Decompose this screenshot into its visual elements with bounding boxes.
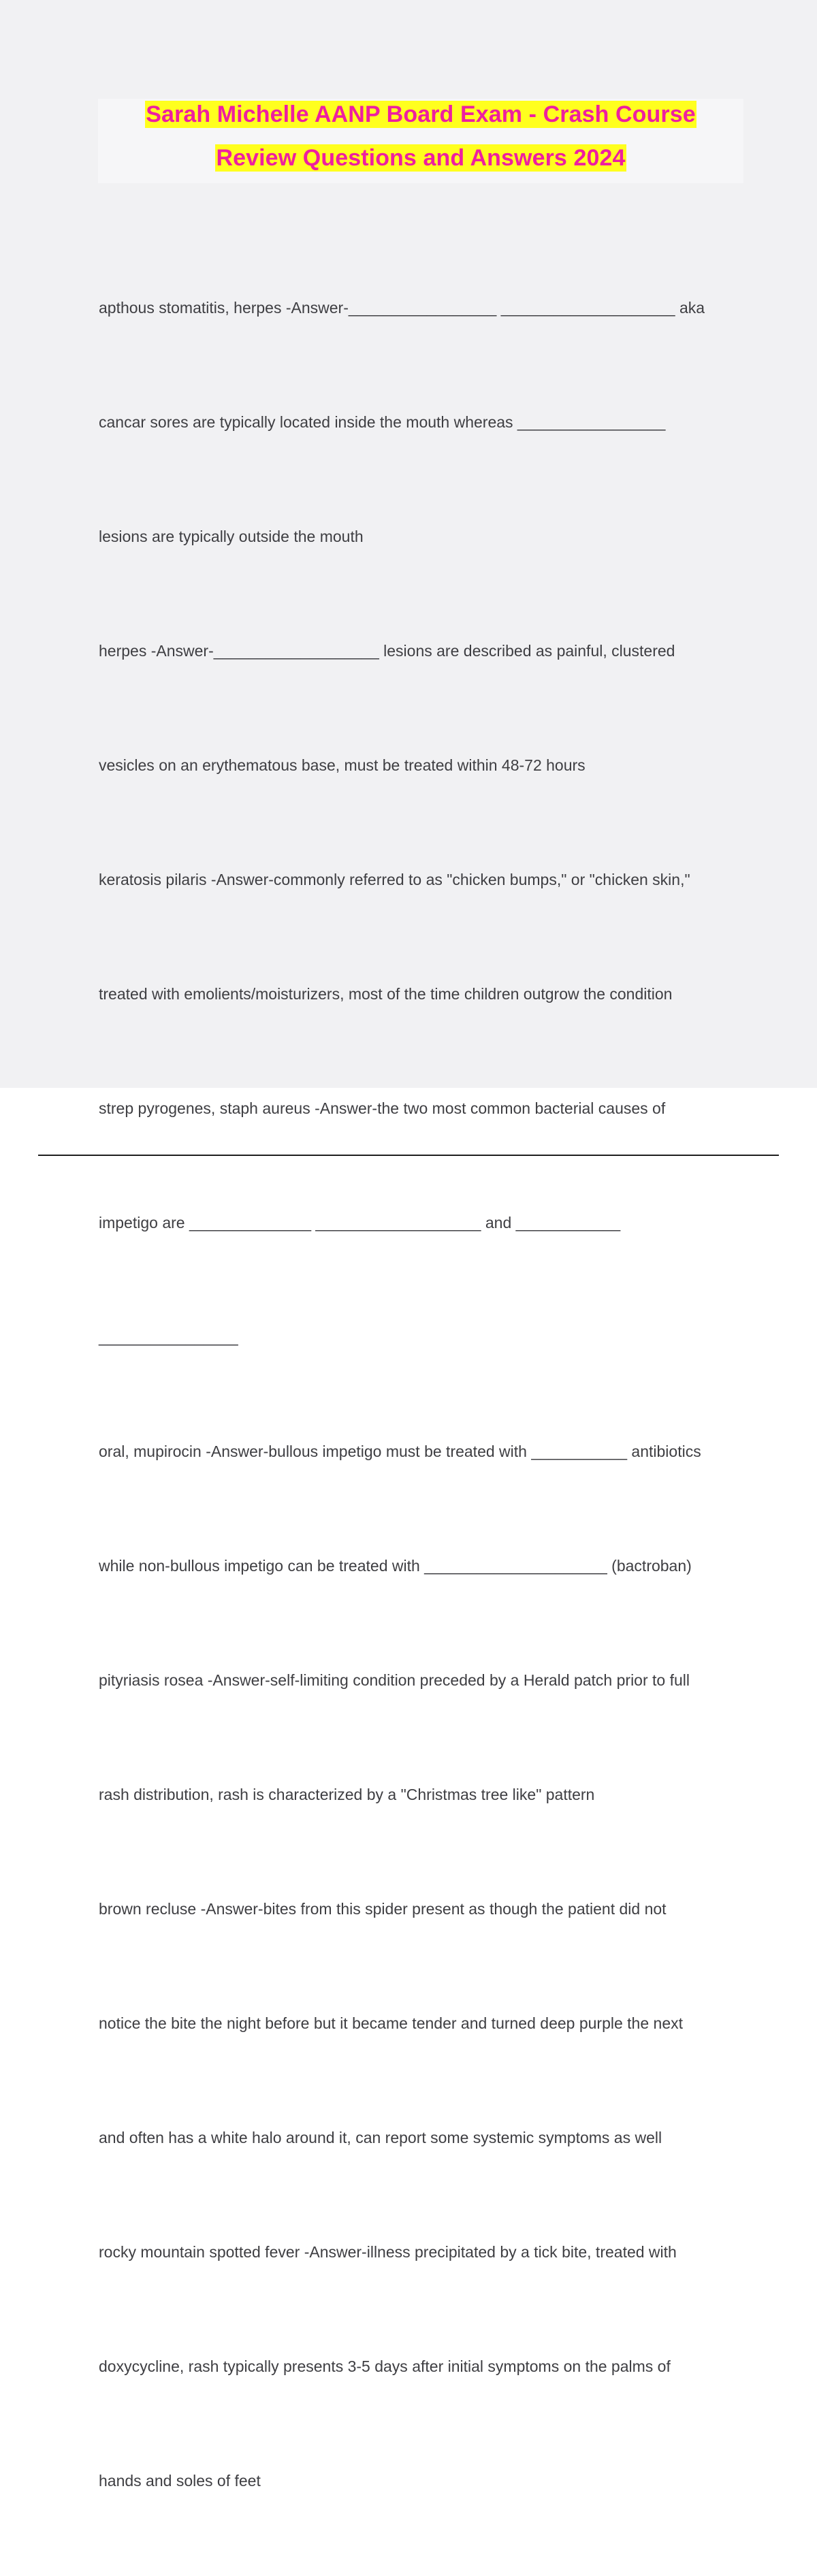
text-line: impetigo are ______________ ___________________ and ____________ [99, 1214, 621, 1231]
text-line: keratosis pilaris -Answer-commonly referred to as "chicken bumps," or "chicken skin," [99, 871, 690, 888]
text-line: herpes -Answer-___________________ lesions are described as painful, clustered [99, 642, 675, 660]
text-line: vesicles on an erythematous base, must be treated within 48-72 hours [99, 756, 586, 774]
text-line: lesions are typically outside the mouth [99, 528, 364, 545]
text-line: pityriasis rosea -Answer-self-limiting condition preceded by a Herald patch prior to full [99, 1671, 690, 1689]
text-line: doxycycline, rash typically presents 3-5 days after initial symptoms on the palms of [99, 2357, 671, 2375]
text-line: cancar sores are typically located inside the mouth whereas _________________ [99, 413, 666, 431]
text-line: brown recluse -Answer-bites from this spider present as though the patient did not [99, 1900, 667, 1918]
document-title [98, 99, 743, 183]
text-line: strep pyrogenes, staph aureus -Answer-the two most common bacterial causes of [99, 1099, 666, 1117]
text-line: oral, mupirocin -Answer-bullous impetigo must be treated with ___________ antibiotics [99, 1443, 701, 1460]
text-line: while non-bullous impetigo can be treated with _____________________ (bactroban) [99, 1557, 692, 1575]
text-line: notice the bite the night before but it became tender and turned deep purple the next [99, 2014, 683, 2032]
text-line: apthous stomatitis, herpes -Answer-_________________ ____________________ aka [99, 299, 705, 317]
title-line-2: Review Questions and Answers 2024 [216, 145, 626, 171]
text-line: rocky mountain spotted fever -Answer-illness precipitated by a tick bite, treated with [99, 2243, 677, 2261]
document-body [99, 212, 746, 2576]
page-divider [38, 1155, 779, 1156]
text-line: treated with emolients/moisturizers, most of the time children outgrow the condition [99, 985, 673, 1003]
title-line-1: Sarah Michelle AANP Board Exam - Crash Course [146, 101, 696, 127]
text-line: ________________ [99, 1328, 238, 1346]
text-line: and often has a white halo around it, can report some systemic symptoms as well [99, 2129, 662, 2146]
text-line: hands and soles of feet [99, 2472, 261, 2490]
text-line: rash distribution, rash is characterized by a "Christmas tree like" pattern [99, 1786, 595, 1803]
